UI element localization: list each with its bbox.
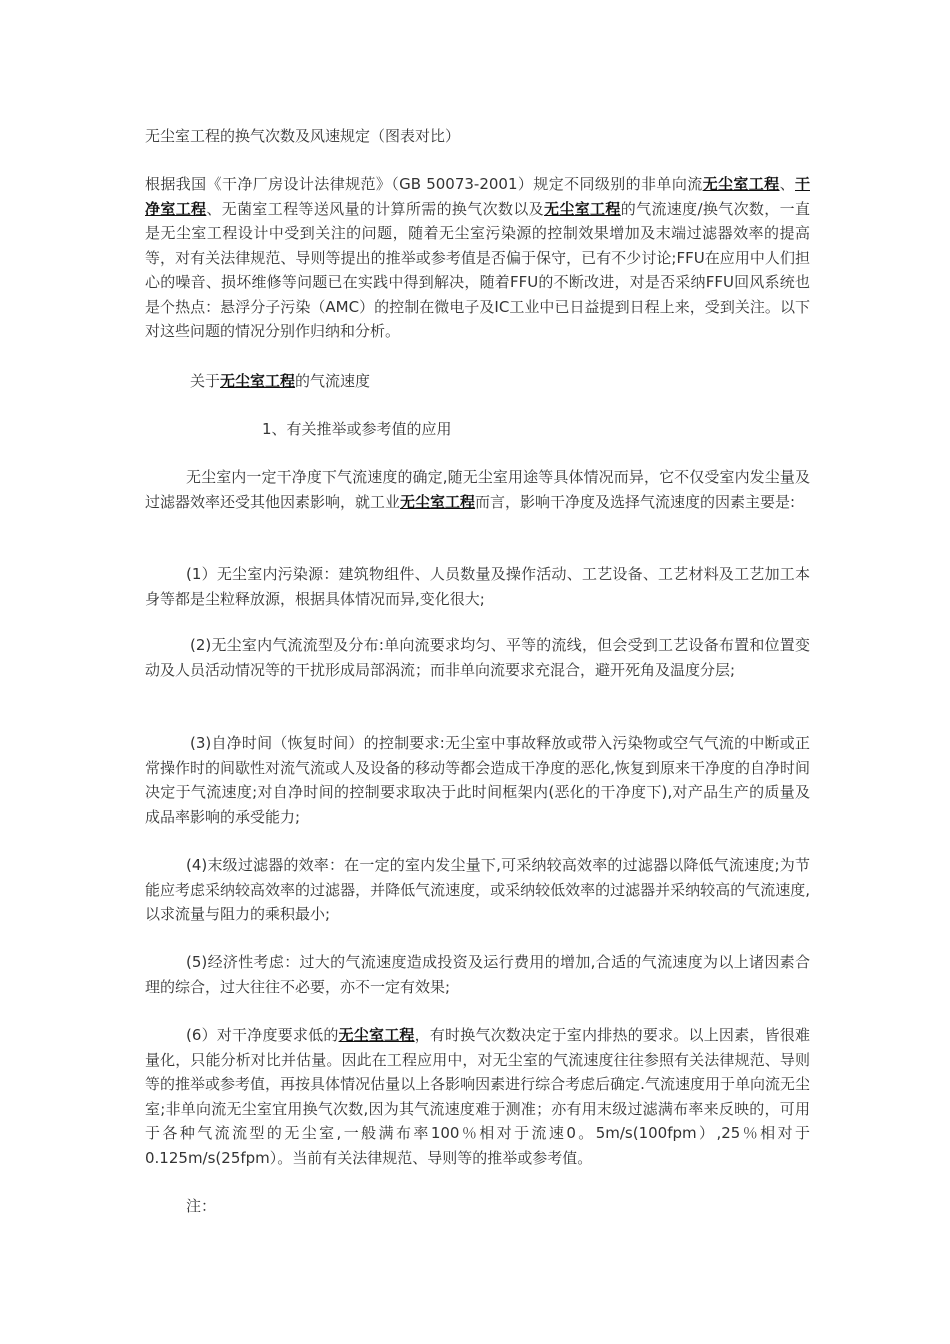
cleanroom-link[interactable]: 无尘室工程 [544, 199, 621, 218]
cleanroom-link[interactable]: 干净室工程 [145, 175, 810, 218]
cleanroom-link[interactable]: 无尘室工程 [400, 492, 476, 511]
text-run: 、 [779, 175, 795, 193]
text-run: 、无菌室工程等送风量的计算所需的换气次数以及 [206, 199, 545, 218]
text-run: (6）对干净度要求低的 [186, 1026, 339, 1044]
list-item-4: (4)末级过滤器的效率：在一定的室内发尘量下,可采纳较高效率的过滤器以降低气流速度;为节能应考虑采纳较高效率的过滤器，并降低气流速度，或采纳较低效率的过滤器并采纳较高的气流速度,以求流量与阻力的乘积最小; [145, 856, 810, 923]
list-item-6 [145, 1023, 810, 1170]
list-item-3: (3)自净时间（恢复时间）的控制要求:无尘室中事故释放或带入污染物或空气气流的中断或正常操作时的间歇性对流气流或人及设备的移动等都会造成干净度的恶化,恢复到原来干净度的自净时间决定于气流速度;对自净时间的控制要求取决于此时间框架内(恶化的干净度下),对产品生产的质量及成品率影响的承受能力; [145, 734, 810, 826]
list-item-5: (5)经济性考虑：过大的气流速度造成投资及运行费用的增加,合适的气流速度为以上诸因素合理的综合，过大往往不必要，亦不一定有效果; [145, 953, 810, 996]
cleanroom-link[interactable]: 无尘室工程 [220, 372, 296, 390]
subsection-heading: 1、有关推举或参考值的应用 [262, 420, 452, 438]
text-run: 无尘室内一定干净度下气流速度的确定,随无尘室用途等具体情况而异，它不仅受室内发尘量及过滤器效率还受其他因素影响，就工业 [145, 468, 810, 511]
list-item-1: (1）无尘室内污染源：建筑物组件、人员数量及操作活动、工艺设备、工艺材料及工艺加工本身等都是尘粒释放源，根据具体情况而异,变化很大; [145, 565, 810, 608]
text-run: ，有时换气次数决定于室内排热的要求。以上因素，皆很难量化，只能分析对比并估量。因此在工程应用中，对无尘室的气流速度往往参照有关法律规范、导则等的推举或参考值，再按具体情况估量以上各影响因素进行综合考虑后确定.气流速度用于单向流无尘室;非单向流无尘室宜用换气次数,因为其气流速度难于测准；亦有用末级过滤满布率来反映的，可用于各种气流流型的无尘室,一般满布率100％相对于流速0。5m/s(100fpm）,25％相对于0.125m/s(25fpm）。当前有关法律规范、导则等的推举或参考值。 [145, 1026, 810, 1167]
cleanroom-link[interactable]: 无尘室工程 [338, 1026, 415, 1044]
cleanroom-link[interactable]: 无尘室工程 [702, 175, 780, 193]
text-run: 根据我国《干净厂房设计法律规范》（GB 50073-2001）规定不同级别的非单向流 [145, 175, 703, 193]
text-run: 的气流速度/换气次数，一直是无尘室工程设计中受到关注的问题，随着无尘室污染源的控制效果增加及末端过滤器效率的提高等，对有关法律规范、导则等提出的推举或参考值是否偏于保守，已有不少讨论;FFU在应用中人们担心的噪音、损坏维修等问题已在实践中得到解决，随着FFU的不断改进，对是否采纳FFU回风系统也是个热点：悬浮分子污染（AMC）的控制在微电子及IC工业中已日益提到日程上来，受到关注。以下对这些问题的情况分别作归纳和分析。 [145, 199, 810, 340]
note-label: 注： [186, 1197, 217, 1215]
text-run: 而言，影响干净度及选择气流速度的因素主要是: [475, 492, 796, 511]
text-run: 关于 [190, 372, 221, 390]
body-paragraph-1 [145, 465, 810, 514]
document-title: 无尘室工程的换气次数及风速规定（图表对比） [145, 127, 461, 145]
intro-paragraph [145, 172, 810, 344]
section-heading [190, 369, 810, 394]
list-item-2: (2)无尘室内气流流型及分布:单向流要求均匀、平等的流线，但会受到工艺设备布置和位置变动及人员活动情况等的干扰形成局部涡流；而非单向流要求充混合，避开死角及温度分层; [145, 636, 810, 679]
text-run: 的气流速度 [295, 372, 371, 390]
